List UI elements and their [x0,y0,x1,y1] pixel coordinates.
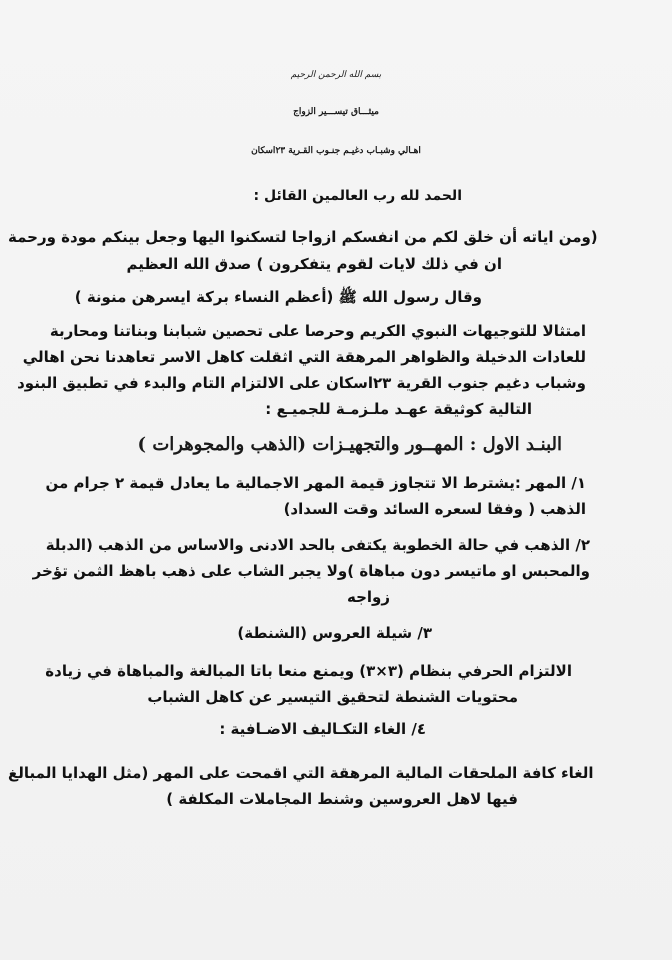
verse-line-1: (ومن اياته أن خلق لكم من انفسكم ازواجا لتسكنوا اليها وجعل بينكم مودة ورحمة [8,228,598,246]
item-1-line-1: ١/ المهر :يشترط الا تتجاوز قيمة المهر الاجمالية ما يعادل قيمة ٢ جرام من [45,474,586,492]
intro-line-1: امتثالا للتوجيهات النبوي الكريم وحرصا على تحصين شبابنا وبناتنا ومحاربة [49,322,586,340]
intro-line-4: التالية كوثيقة عهـد ملـزمـة للجميـع : [265,400,532,418]
item-4-heading: ٤/ الغاء التكـاليف الاضـافية : [219,720,426,738]
item-4-line-2: فيها لاهل العروسين وشنط المجاملات المكلفة ) [166,790,518,808]
clause-1-heading: البنـد الاول : المهــور والتجهيـزات (الذهب والمجوهرات ) [137,434,562,455]
item-3-heading: ٣/ شيلة العروس (الشنطة) [237,624,432,642]
item-4-line-1: الغاء كافة الملحقات المالية المرهقة التي اقمحت على المهر (مثل الهدايا المبالغ [8,764,594,782]
item-2-line-1: ٢/ الذهب في حالة الخطوبة يكتفى بالحد الادنى والاساس من الذهب (الدبلة [45,536,590,554]
intro-line-3: وشباب دغيم جنوب القرية ٢٣اسكان على الالتزام التام والبدء في تطبيق البنود [17,374,586,392]
verse-line-2: ان في ذلك لايات لقوم يتفكرون ) صدق الله العظيم [126,255,502,273]
intro-line-2: للعادات الدخيلة والظواهر المرهقة التي اثقلت كاهل الاسر تعاهدنا نحن اهالي [22,348,586,366]
item-1-line-2: الذهب ( وفقا لسعره السائد وقت السداد) [283,500,586,518]
item-3-line-1: الالتزام الحرفي بنظام (٣×٣) ويمنع منعا باتا المبالغة والمباهاة في زيادة [45,662,572,680]
basmala: بسم الله الرحمن الرحيم [290,70,382,80]
item-2-line-3: زواجه [346,588,390,606]
hadith-line: وقال رسول الله ﷺ (أعظم النساء بركة ايسرهن منونة ) [74,288,482,306]
hamd-line: الحمد لله رب العالمين القائل : [253,188,462,204]
document-subtitle: اهـالي وشبـاب دغيـم جنـوب القـرية ٢٣اسكان [251,146,421,156]
item-2-line-2: والمحبس او ماتيسر دون مباهاة )ولا يجبر الشاب على ذهب باهظ الثمن تؤخر [32,562,590,580]
document-title: ميثـــاق تيســـير الزواج [293,107,379,117]
item-3-line-2: محتويات الشنطة لتحقيق التيسير عن كاهل الشباب [147,688,518,706]
